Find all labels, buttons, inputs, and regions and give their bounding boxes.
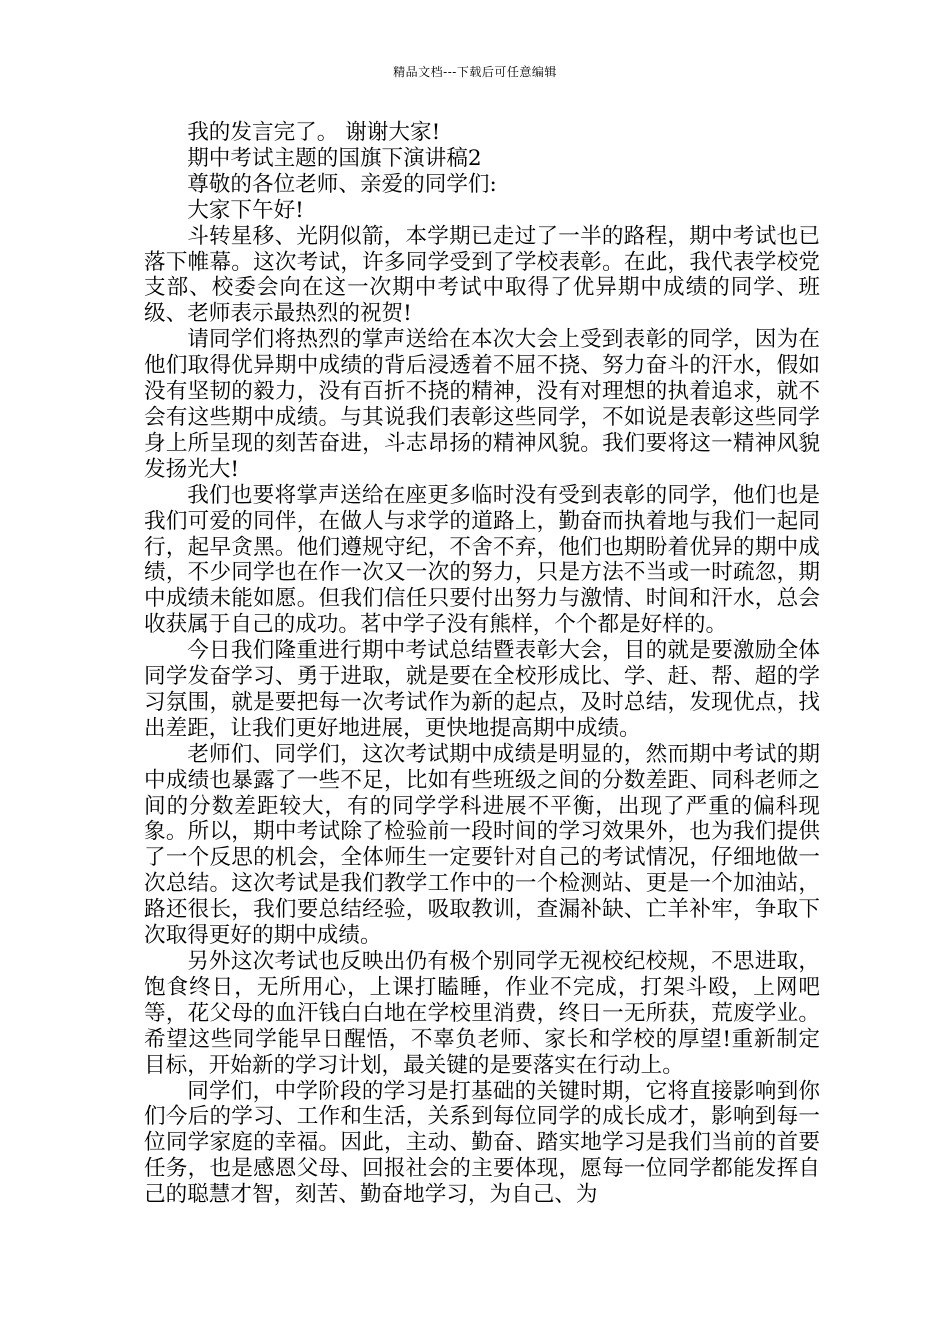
paragraph: 斗转星移、光阴似箭，本学期已走过了一半的路程，期中考试也已落下帷幕。这次考试，许多同学受到了学校表彰。在此，我代表学校党支部、校委会向在这一次期中考试中取得了优异期中成绩的同学、班级、老师表示最热烈的祝贺! [144, 223, 820, 327]
paragraph: 今日我们隆重进行期中考试总结暨表彰大会，目的就是要激励全体同学发奋学习、勇于进取，就是要在全校形成比、学、赶、帮、超的学习氛围，就是要把每一次考试作为新的起点，及时总结，发现优点，找出差距，让我们更好地进展，更快地提高期中成绩。 [144, 638, 820, 741]
salutation: 尊敬的各位老师、亲爱的同学们: [187, 171, 497, 197]
paragraph: 我们也要将掌声送给在座更多临时没有受到表彰的同学，他们也是我们可爱的同伴，在做人与求学的道路上，勤奋而执着地与我们一起同行，起早贪黑。他们遵规守纪，不舍不弃，他们也期盼着优异的期中成绩，不少同学也在作一次又一次的努力，只是方法不当或一时疏忽，期中成绩未能如愿。但我们信任只要付出努力与激情、时间和汗水，总会收获属于自己的成功。茗中学子没有熊样，个个都是好样的。 [144, 482, 820, 638]
speech-title: 期中考试主题的国旗下演讲稿2 [187, 145, 482, 171]
greeting: 大家下午好! [187, 197, 304, 223]
paragraph: 老师们、同学们，这次考试期中成绩是明显的，然而期中考试的期中成绩也暴露了一些不足，比如有些班级之间的分数差距、同科老师之间的分数差距较大，有的同学学科进展不平衡，出现了严重的偏科现象。所以，期中考试除了检验前一段时间的学习效果外，也为我们提供了一个反思的机会，全体师生一定要针对自己的考试情况，仔细地做一次总结。这次考试是我们教学工作中的一个检测站、更是一个加油站，路还很长，我们要总结经验，吸取教训，查漏补缺、亡羊补牢，争取下次取得更好的期中成绩。 [144, 741, 820, 949]
document-body [144, 120, 820, 1208]
paragraph: 同学们，中学阶段的学习是打基础的关键时期，它将直接影响到你们今后的学习、工作和生活，关系到每位同学的成长成才，影响到每一位同学家庭的幸福。因此，主动、勤奋、踏实地学习是我们当前的首要任务，也是感恩父母、回报社会的主要体现，愿每一位同学都能发挥自己的聪慧才智，刻苦、勤奋地学习，为自己、为 [144, 1078, 820, 1208]
paragraph: 请同学们将热烈的掌声送给在本次大会上受到表彰的同学，因为在他们取得优异期中成绩的背后浸透着不屈不挠、努力奋斗的汗水，假如没有坚韧的毅力，没有百折不挠的精神，没有对理想的执着追求，就不会有这些期中成绩。与其说我们表彰这些同学，不如说是表彰这些同学身上所呈现的刻苦奋进，斗志昂扬的精神风貌。我们要将这一精神风貌发扬光大! [144, 327, 820, 482]
page-header: 精品文档---下载后可任意编辑 [393, 65, 557, 79]
paragraph: 另外这次考试也反映出仍有极个别同学无视校纪校规，不思进取，饱食终日，无所用心，上课打瞌睡，作业不完成，打架斗殴，上网吧等，花父母的血汗钱白白地在学校里消费，终日一无所获，荒废学业。希望这些同学能早日醒悟，不辜负老师、家长和学校的厚望!重新制定目标，开始新的学习计划，最关键的是要落实在行动上。 [144, 949, 820, 1078]
closing-line: 我的发言完了。 谢谢大家! [187, 120, 441, 145]
